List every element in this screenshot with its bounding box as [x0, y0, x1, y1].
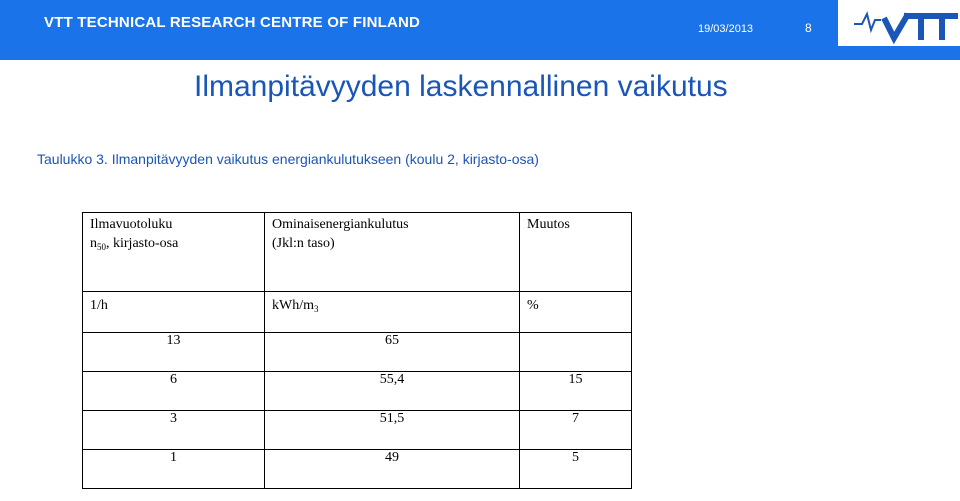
data-table: [82, 212, 632, 489]
table-row: [83, 372, 632, 411]
cell-change: 15: [520, 372, 632, 411]
unit-energy: kWh/$m_3$: [265, 292, 520, 333]
table-units-row: [83, 292, 632, 333]
cell-air-leakage: 1: [83, 450, 265, 489]
cell-energy: 65: [265, 333, 520, 372]
table-header-row: [83, 213, 632, 292]
unit-change: %: [520, 292, 632, 333]
table-row: [83, 333, 632, 372]
header-air-leakage: Ilmavuotoluku $n_{50}$, kirjasto-osa: [83, 213, 265, 292]
unit-air-leakage: 1/h: [83, 292, 265, 333]
cell-energy: 51,5: [265, 411, 520, 450]
table-caption: Taulukko 3. Ilmanpitävyyden vaikutus energiankulutukseen (koulu 2, kirjasto-osa): [37, 151, 539, 167]
vtt-logo: [838, 0, 960, 46]
header-band: [0, 0, 960, 60]
cell-air-leakage: 13: [83, 333, 265, 372]
slide-title: Ilmanpitävyyden laskennallinen vaikutus: [194, 70, 728, 103]
organization-name: VTT TECHNICAL RESEARCH CENTRE OF FINLAND: [44, 14, 421, 31]
slide-date: 19/03/2013: [698, 23, 754, 35]
cell-energy: 49: [265, 450, 520, 489]
table-row: [83, 450, 632, 489]
cell-change: [520, 333, 632, 372]
page-number: 8: [805, 21, 812, 35]
cell-air-leakage: 6: [83, 372, 265, 411]
cell-change: 7: [520, 411, 632, 450]
cell-energy: 55,4: [265, 372, 520, 411]
table-row: [83, 411, 632, 450]
vtt-logo-icon: [838, 0, 960, 46]
cell-change: 5: [520, 450, 632, 489]
header-change: Muutos: [520, 213, 632, 292]
cell-air-leakage: 3: [83, 411, 265, 450]
header-energy-consumption: Ominaisenergiankulutus (Jkl:n taso): [265, 213, 520, 292]
